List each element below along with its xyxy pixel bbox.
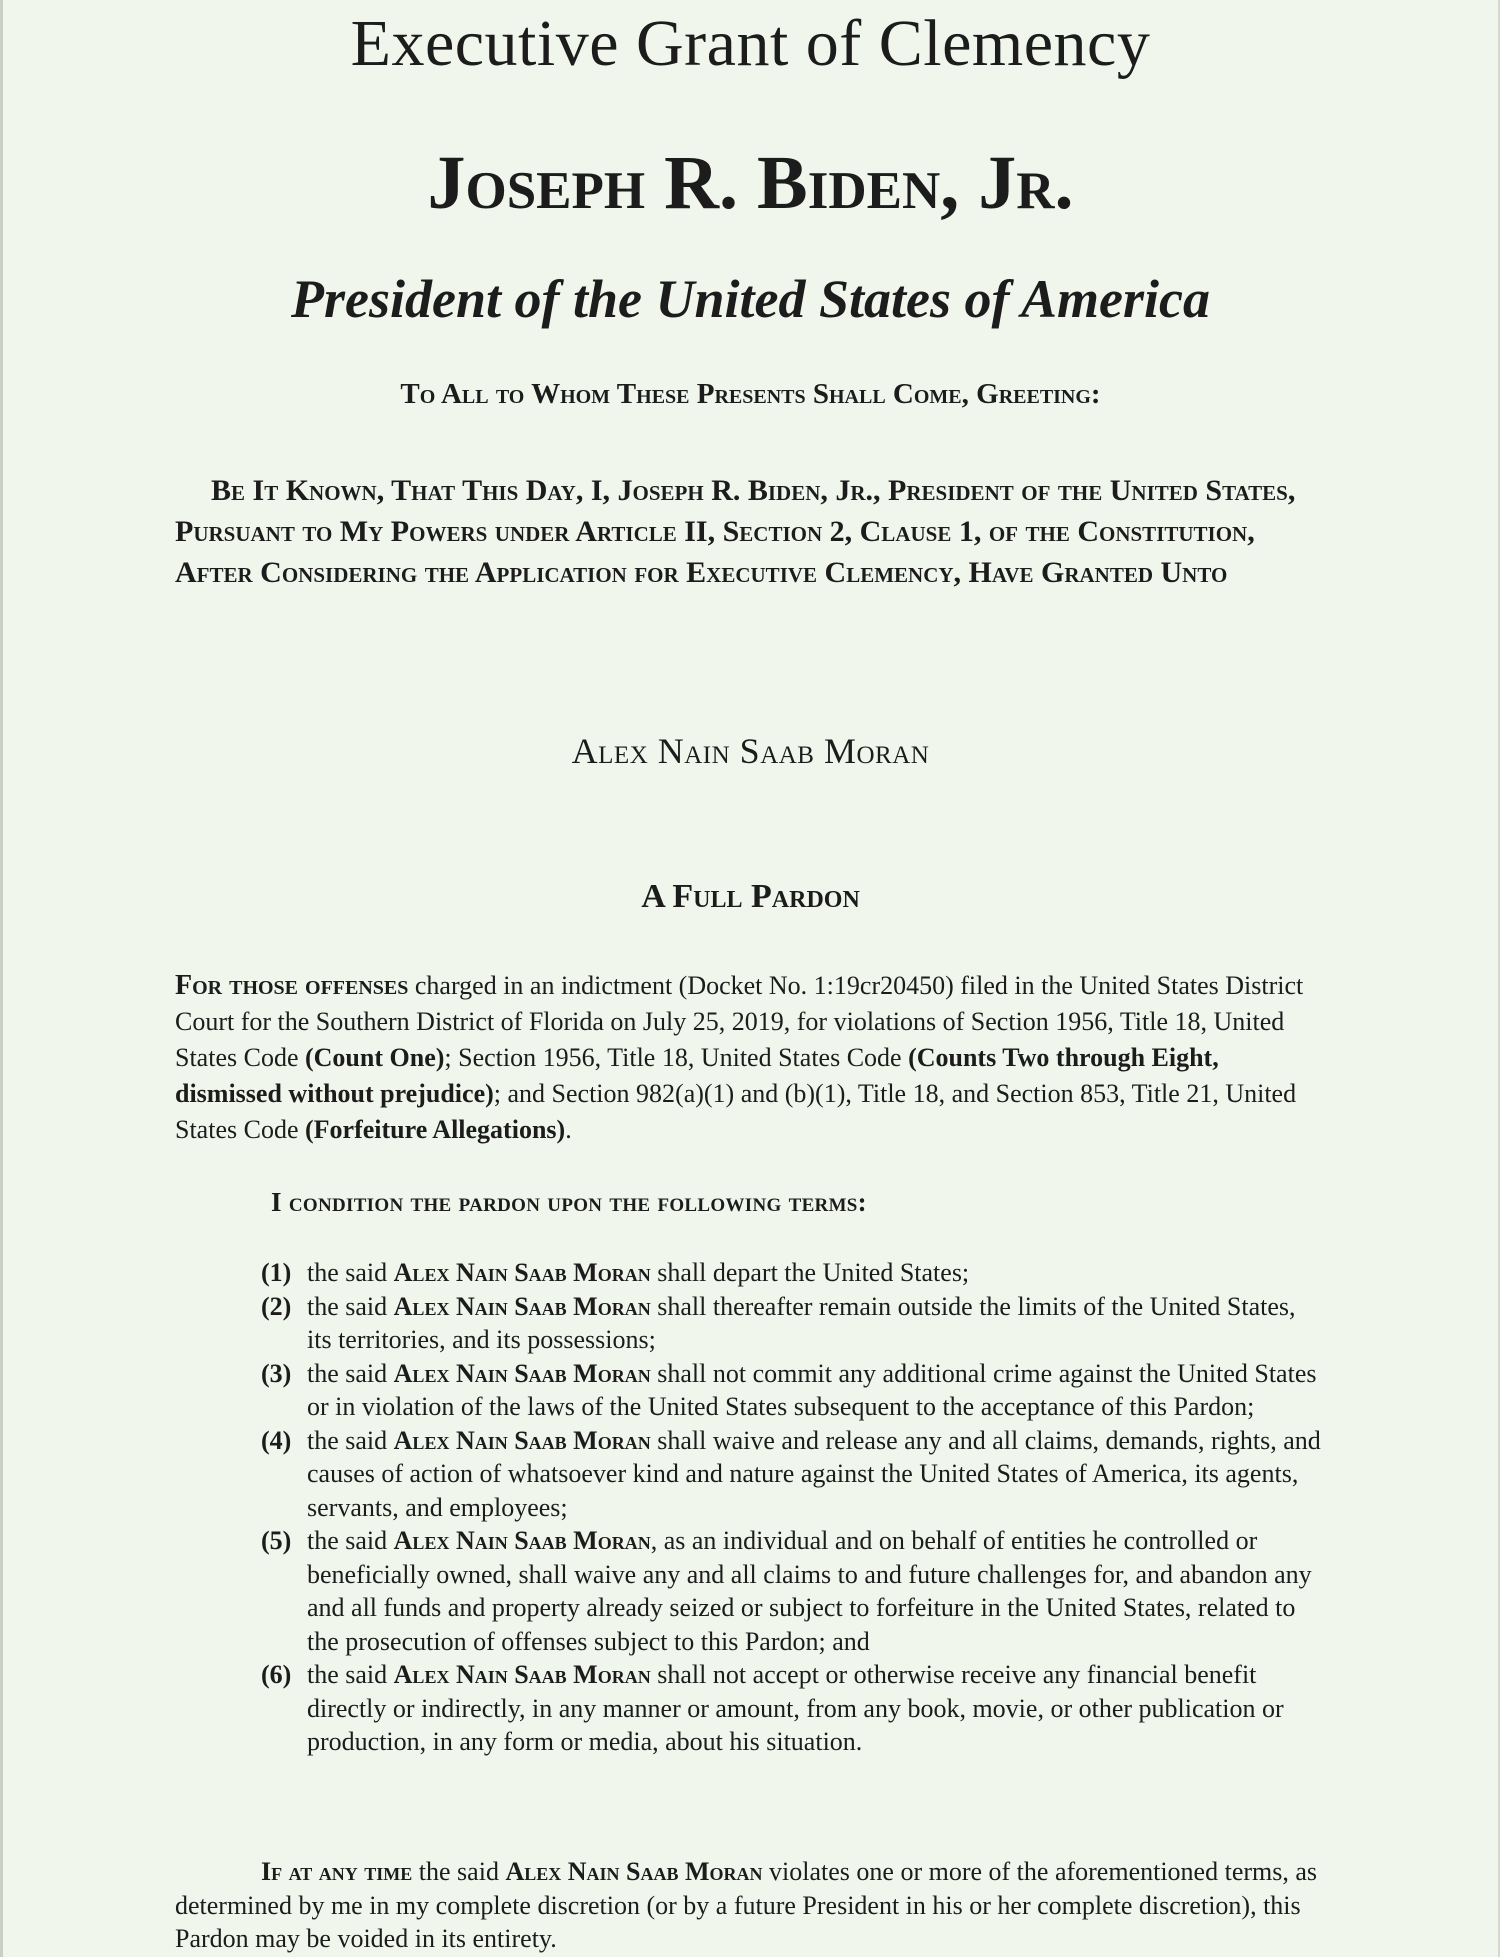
offenses-text-4: . bbox=[565, 1115, 572, 1144]
offenses-forfeiture: (Forfeiture Allegations) bbox=[305, 1115, 566, 1144]
document-title: Executive Grant of Clemency bbox=[350, 7, 1151, 80]
offenses-lead: For those offenses bbox=[175, 970, 409, 1001]
term-item bbox=[261, 1524, 1326, 1658]
closing-text-1: the said bbox=[412, 1857, 506, 1886]
term-grantee-name: Alex Nain Saab Moran bbox=[393, 1358, 651, 1388]
term-text: shall not commit any additional crime against the United States or in violation of the laws of the United States subsequent to the acceptance of this Pardon; bbox=[307, 1358, 1317, 1421]
term-number: (1) bbox=[261, 1258, 292, 1287]
term-grantee-name: Alex Nain Saab Moran bbox=[393, 1258, 651, 1287]
offenses-text-2: ; Section 1956, Title 18, United States Code bbox=[444, 1043, 909, 1072]
term-number: (6) bbox=[261, 1660, 292, 1689]
term-number: (2) bbox=[261, 1291, 292, 1321]
grantee-name: Alex Nain Saab Moran bbox=[571, 731, 930, 771]
offenses-count-one: (Count One) bbox=[305, 1043, 445, 1072]
term-text: shall not accept or otherwise receive any financial benefit directly or indirectly, in any manner or amount, from any book, movie, or other publication or production, in any form or media, about his situation. bbox=[307, 1660, 1284, 1756]
offenses-text-3: ; and Section 982(a)(1) and (b)(1), Title 18, and Section 853, Title 21, United States Code bbox=[175, 1079, 1297, 1144]
offenses-paragraph bbox=[175, 968, 1325, 1148]
closing-lead: If at any time bbox=[261, 1857, 413, 1886]
closing-text-2: violates one or more of the aforementioned terms, as determined by me in my complete discretion (or by a future President in his or her complete discretion), this Pardon may be voided in its entirety. bbox=[175, 1857, 1318, 1953]
term-text: shall thereafter remain outside the limits of the United States, its territories, and its possessions; bbox=[307, 1291, 1296, 1354]
be-it-known-paragraph: Be It Known, That This Day, I, Joseph R. Biden, Jr., President of the United States, Pursuant to My Powers under Article II, Section 2, Clause 1, of the Constitution, After Considering the Application for Executive Clemency, Have Granted Unto bbox=[175, 474, 1296, 589]
term-text: shall waive and release any and all claims, demands, rights, and causes of action of whatsoever kind and nature against the United States of America, its agents, servants, and employees; bbox=[307, 1425, 1321, 1522]
term-text: the said bbox=[307, 1425, 394, 1455]
offenses-text-1: charged in an indictment (Docket No. 1:19cr20450) filed in the United States District Court for the Southern District of Florida on July 25, 2019, for violations of Section 1956, Title 18, United States Code bbox=[175, 971, 1304, 1072]
term-item bbox=[261, 1290, 1326, 1357]
term-text: the said bbox=[307, 1291, 394, 1321]
term-text: shall depart the United States; bbox=[650, 1258, 970, 1287]
term-text: the said bbox=[307, 1358, 394, 1388]
term-grantee-name: Alex Nain Saab Moran bbox=[393, 1526, 651, 1555]
offenses-counts-two-eight: (Counts Two through Eight, dismissed without prejudice) bbox=[175, 1043, 1219, 1108]
president-name: Joseph R. Biden, Jr. bbox=[427, 141, 1074, 225]
term-number: (5) bbox=[261, 1526, 292, 1555]
term-text: the said bbox=[307, 1660, 394, 1689]
closing-grantee-name: Alex Nain Saab Moran bbox=[505, 1857, 763, 1886]
term-item bbox=[261, 1658, 1326, 1759]
term-number: (4) bbox=[261, 1425, 292, 1455]
term-number: (3) bbox=[261, 1358, 292, 1388]
term-item bbox=[261, 1256, 1326, 1290]
term-item bbox=[261, 1357, 1326, 1424]
term-grantee-name: Alex Nain Saab Moran bbox=[393, 1425, 651, 1455]
term-text: the said bbox=[307, 1258, 394, 1287]
term-grantee-name: Alex Nain Saab Moran bbox=[393, 1291, 651, 1321]
conditions-heading: I condition the pardon upon the following terms: bbox=[271, 1187, 867, 1217]
term-text: , as an individual and on behalf of entities he controlled or beneficially owned, shall waive any and all claims to and future challenges for, and abandon any and all funds and property already seized or subject to forfeiture in the United States, related to the prosecution of offenses subject to this Pardon; and bbox=[307, 1526, 1312, 1656]
terms-list bbox=[261, 1256, 1326, 1759]
closing-paragraph bbox=[175, 1855, 1325, 1956]
term-text: the said bbox=[307, 1526, 394, 1555]
pardon-type-heading: A Full Pardon bbox=[641, 878, 860, 915]
president-title: President of the United States of America bbox=[291, 269, 1210, 329]
term-item bbox=[261, 1424, 1326, 1525]
greeting-line: To All to Whom These Presents Shall Come, Greeting: bbox=[400, 378, 1101, 410]
term-grantee-name: Alex Nain Saab Moran bbox=[393, 1660, 651, 1689]
